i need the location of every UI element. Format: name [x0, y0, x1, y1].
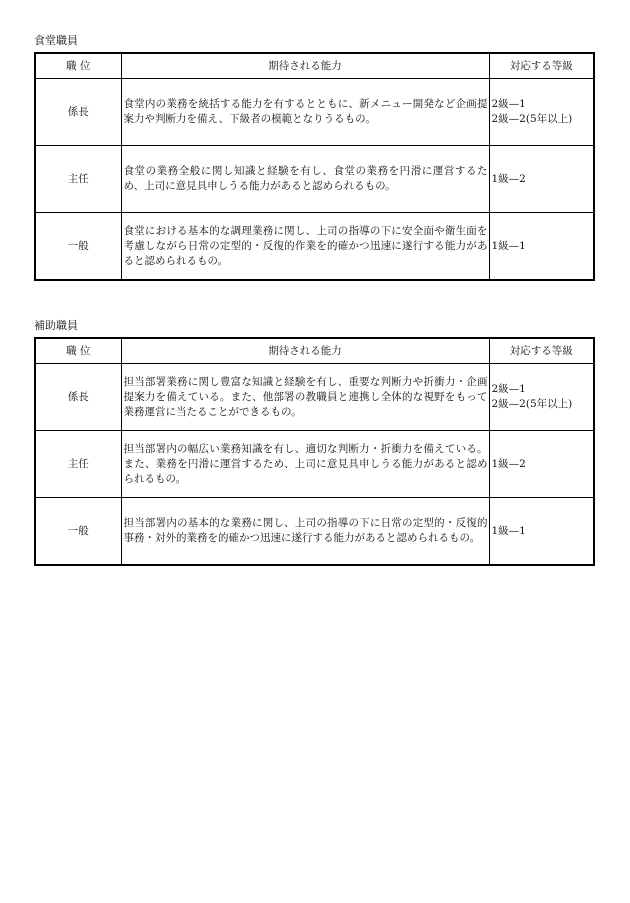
- section-title: 補助職員: [34, 319, 78, 332]
- header-position: 職 位: [35, 53, 121, 79]
- header-ability: 期待される能力: [121, 338, 489, 364]
- position-cell: 一般: [35, 213, 121, 281]
- ability-cell: 食堂内の業務を統括する能力を有するとともに、新メニュー開発など企画提案力や判断力を備え、下級者の模範となりうるもの。: [121, 79, 489, 146]
- position-cell: 主任: [35, 431, 121, 498]
- cafeteria-staff-section: [34, 34, 593, 281]
- grade-value: 2級—1: [491, 98, 526, 110]
- position-cell: 主任: [35, 146, 121, 213]
- grade-cell: [489, 431, 594, 498]
- ability-cell: 食堂における基本的な調理業務に関し、上司の指導の下に安全面や衛生面を考慮しながら日常の定型的・反復的作業を的確かつ迅速に遂行する能力があると認められるもの。: [121, 213, 489, 281]
- header-position: 職 位: [35, 338, 121, 364]
- grade-cell: [489, 213, 594, 281]
- header-ability: 期待される能力: [121, 53, 489, 79]
- grade-value: 1級—1: [491, 239, 526, 252]
- grade-cell: [489, 146, 594, 213]
- cafeteria-staff-table: [34, 52, 595, 281]
- grade-value: 2級—2(5年以上): [491, 113, 573, 125]
- grade-cell: [489, 364, 594, 431]
- table-row: [35, 146, 594, 213]
- grade-cell: [489, 79, 594, 146]
- position-cell: 係長: [35, 79, 121, 146]
- grade-value: 2級—2(5年以上): [491, 398, 573, 410]
- grade-value: 1級—2: [491, 457, 526, 470]
- grade-cell: [489, 498, 594, 566]
- ability-cell: 担当部署内の基本的な業務に関し、上司の指導の下に日常の定型的・反復的事務・対外的業務を的確かつ迅速に遂行する能力があると認められるもの。: [121, 498, 489, 566]
- section-title: 食堂職員: [34, 34, 78, 47]
- header-grade: 対応する等級: [489, 338, 594, 364]
- auxiliary-staff-table: [34, 337, 595, 566]
- grade-value: 2級—1: [491, 383, 526, 395]
- table-row: [35, 431, 594, 498]
- table-row: [35, 364, 594, 431]
- ability-cell: 食堂の業務全般に関し知識と経験を有し、食堂の業務を円滑に運営するため、上司に意見具申しうる能力があると認められるもの。: [121, 146, 489, 213]
- position-cell: 係長: [35, 364, 121, 431]
- auxiliary-staff-section: [34, 319, 593, 566]
- ability-cell: 担当部署業務に関し豊富な知識と経験を有し、重要な判断力や折衝力・企画提案力を備えている。また、他部署の教職員と連携し全体的な視野をもって業務運営に当たることができるもの。: [121, 364, 489, 431]
- table-row: [35, 79, 594, 146]
- grade-value: 1級—2: [491, 172, 526, 185]
- table-row: [35, 213, 594, 281]
- grade-value: 1級—1: [491, 524, 526, 537]
- table-header-row: [35, 338, 594, 364]
- header-grade: 対応する等級: [489, 53, 594, 79]
- table-header-row: [35, 53, 594, 79]
- table-row: [35, 498, 594, 566]
- position-cell: 一般: [35, 498, 121, 566]
- ability-cell: 担当部署内の幅広い業務知識を有し、適切な判断力・折衝力を備えている。また、業務を円滑に運営するため、上司に意見具申しうる能力があると認められるもの。: [121, 431, 489, 498]
